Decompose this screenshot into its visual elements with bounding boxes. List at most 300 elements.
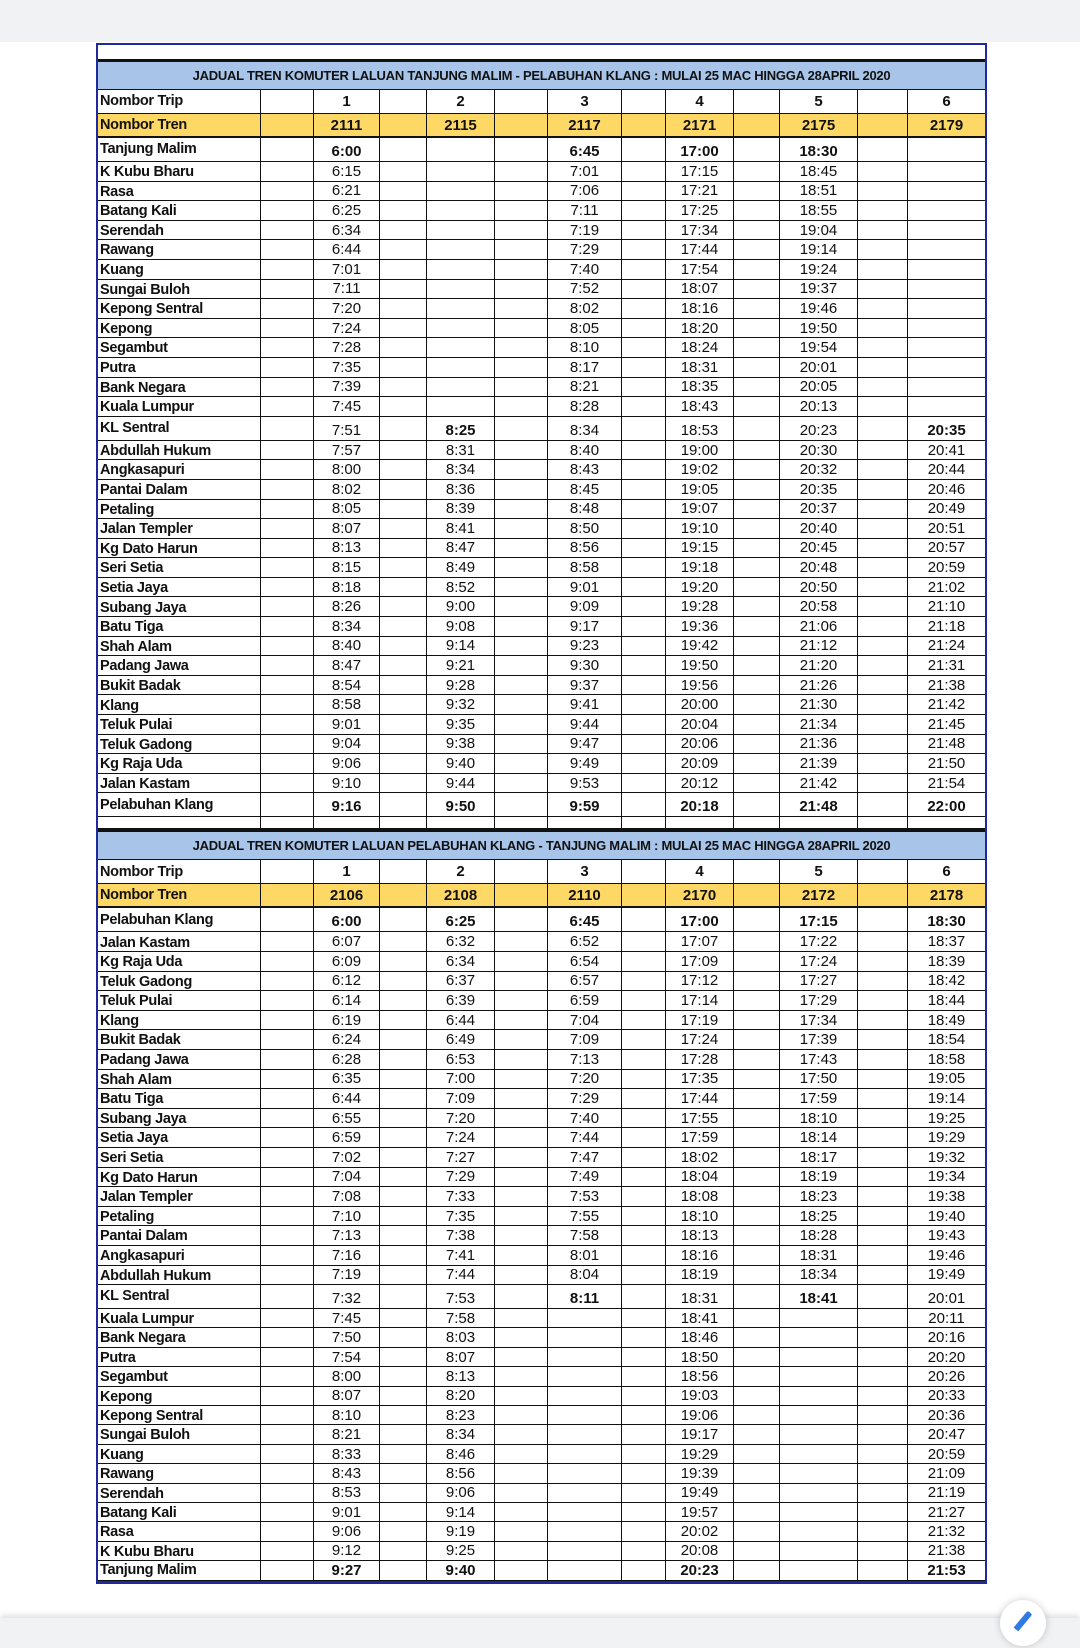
- empty-cell: [380, 441, 427, 460]
- departure-time: 8:40: [314, 637, 380, 656]
- empty-cell: [734, 1348, 780, 1366]
- departure-time: [780, 1561, 858, 1579]
- empty-cell: [261, 1050, 314, 1069]
- departure-time: 7:09: [548, 1030, 622, 1049]
- departure-time: 19:02: [666, 460, 734, 479]
- empty-cell: [261, 378, 314, 397]
- empty-cell: [261, 201, 314, 220]
- departure-time: 20:23: [780, 417, 858, 440]
- station-name: Teluk Gadong: [98, 735, 261, 754]
- departure-time: 21:24: [927, 637, 966, 655]
- station-name: Rawang: [98, 240, 261, 259]
- station-name: Teluk Gadong: [98, 972, 261, 991]
- empty-cell: [858, 597, 908, 616]
- departure-time: 9:21: [427, 656, 495, 675]
- departure-time: 19:14: [780, 240, 858, 259]
- empty-cell: [495, 793, 548, 816]
- empty-cell: [734, 240, 780, 259]
- station-row: [98, 441, 985, 461]
- departure-time: 21:42: [780, 774, 858, 793]
- departure-time: 8:01: [548, 1246, 622, 1265]
- empty-cell: [858, 558, 908, 577]
- station-row: [98, 1285, 985, 1309]
- edit-fab-button[interactable]: [1000, 1600, 1046, 1646]
- empty-cell: [858, 299, 908, 318]
- empty-cell: [734, 1328, 780, 1346]
- empty-cell: [858, 417, 908, 440]
- empty-cell: [380, 397, 427, 416]
- empty-cell: [858, 952, 908, 971]
- departure-time: [908, 162, 985, 181]
- departure-time: 7:58: [427, 1309, 495, 1327]
- station-row: [98, 715, 985, 735]
- station-row: [98, 793, 985, 817]
- departure-time: 20:50: [780, 578, 858, 597]
- empty-cell: [622, 1445, 666, 1463]
- station-row: [98, 1445, 985, 1464]
- empty-cell: [622, 656, 666, 675]
- empty-cell: [858, 1109, 908, 1128]
- empty-cell: [380, 1168, 427, 1187]
- departure-time: 21:39: [780, 754, 858, 773]
- empty-cell: [261, 221, 314, 240]
- departure-time: 17:59: [666, 1128, 734, 1147]
- departure-time: 18:41: [666, 1309, 734, 1327]
- departure-time: 17:50: [780, 1070, 858, 1089]
- station-name: Batu Tiga: [98, 617, 261, 636]
- empty-cell: [495, 695, 548, 714]
- departure-time: 7:55: [548, 1207, 622, 1226]
- empty-cell: [734, 908, 780, 931]
- empty-cell: [261, 162, 314, 181]
- empty-cell: [261, 735, 314, 754]
- trip-number-value: 2: [427, 90, 495, 113]
- departure-time: 21:32: [927, 1523, 966, 1541]
- station-row: [98, 397, 985, 417]
- empty-cell: [780, 45, 858, 59]
- departure-time: 6:39: [427, 991, 495, 1010]
- station-row: [98, 1089, 985, 1109]
- empty-cell: [622, 597, 666, 616]
- station-row: [98, 1503, 985, 1522]
- station-name: Batang Kali: [98, 1503, 261, 1521]
- departure-time: 19:54: [780, 338, 858, 357]
- empty-cell: [734, 1070, 780, 1089]
- empty-cell: [622, 991, 666, 1010]
- top-bar: [0, 0, 1080, 42]
- departure-time: 18:31: [666, 1285, 734, 1308]
- departure-time: [908, 319, 985, 338]
- empty-cell: [261, 1070, 314, 1089]
- departure-time: 9:38: [427, 735, 495, 754]
- departure-time: 7:04: [314, 1168, 380, 1187]
- station-row: [98, 1050, 985, 1070]
- departure-time: [780, 1406, 858, 1424]
- empty-cell: [622, 221, 666, 240]
- station-name: Rasa: [98, 1522, 261, 1540]
- departure-time: 7:44: [427, 1266, 495, 1285]
- empty-cell: [858, 860, 908, 883]
- departure-time: 20:57: [927, 539, 966, 557]
- departure-time: 7:13: [314, 1226, 380, 1245]
- station-name: Jalan Kastam: [98, 774, 261, 793]
- empty-cell: [380, 338, 427, 357]
- departure-time: 7:01: [548, 162, 622, 181]
- station-name: Batu Tiga: [98, 1089, 261, 1108]
- empty-cell: [380, 378, 427, 397]
- train-number-value: 2179: [929, 116, 964, 134]
- station-row: [98, 1246, 985, 1266]
- departure-time: 19:32: [927, 1148, 966, 1166]
- station-name: Batang Kali: [98, 201, 261, 220]
- empty-cell: [622, 358, 666, 377]
- empty-cell: [380, 1406, 427, 1424]
- departure-time: 18:51: [780, 182, 858, 201]
- empty-cell: [261, 1367, 314, 1385]
- departure-time: 20:58: [780, 597, 858, 616]
- departure-time: 8:13: [427, 1367, 495, 1385]
- departure-time: 21:26: [780, 676, 858, 695]
- departure-time: 18:25: [780, 1207, 858, 1226]
- departure-time: 20:49: [927, 500, 966, 518]
- station-row: [98, 972, 985, 992]
- station-name: Setia Jaya: [98, 578, 261, 597]
- departure-time: 19:42: [666, 637, 734, 656]
- departure-time: 9:01: [548, 578, 622, 597]
- departure-time: 19:20: [666, 578, 734, 597]
- departure-time: 8:07: [314, 519, 380, 538]
- departure-time: 6:57: [548, 972, 622, 991]
- departure-time: [427, 138, 495, 161]
- train-number-value: 2110: [548, 884, 622, 906]
- departure-time: 9:06: [314, 754, 380, 773]
- empty-cell: [734, 1561, 780, 1579]
- empty-cell: [380, 539, 427, 558]
- station-name: Kepong: [98, 1387, 261, 1405]
- departure-time: 8:23: [427, 1406, 495, 1424]
- departure-time: 7:33: [427, 1187, 495, 1206]
- empty-cell: [622, 1128, 666, 1147]
- empty-cell: [858, 1207, 908, 1226]
- empty-cell: [622, 558, 666, 577]
- empty-cell: [622, 774, 666, 793]
- departure-time: 8:43: [314, 1464, 380, 1482]
- empty-cell: [314, 817, 380, 828]
- departure-time: 18:23: [780, 1187, 858, 1206]
- train-number-value: 2117: [548, 114, 622, 136]
- departure-time: 6:45: [548, 138, 622, 161]
- departure-time: 6:09: [314, 952, 380, 971]
- station-name: Teluk Pulai: [98, 715, 261, 734]
- empty-cell: [858, 480, 908, 499]
- departure-time: 9:04: [314, 735, 380, 754]
- empty-cell: [261, 1387, 314, 1405]
- station-name: Segambut: [98, 338, 261, 357]
- departure-time: 20:33: [927, 1387, 966, 1405]
- departure-time: 8:56: [548, 539, 622, 558]
- empty-cell: [734, 1109, 780, 1128]
- empty-cell: [734, 1285, 780, 1308]
- empty-cell: [622, 617, 666, 636]
- departure-time: 19:37: [780, 280, 858, 299]
- empty-cell: [858, 1246, 908, 1265]
- departure-time: 21:38: [927, 676, 966, 694]
- empty-cell: [495, 1128, 548, 1147]
- station-row: [98, 182, 985, 202]
- departure-time: 7:20: [548, 1070, 622, 1089]
- departure-time: 20:47: [927, 1426, 966, 1444]
- departure-time: 8:21: [548, 378, 622, 397]
- empty-cell: [734, 932, 780, 951]
- train-number-value: 2172: [780, 884, 858, 906]
- departure-time: 21:09: [927, 1464, 966, 1482]
- station-row: [98, 1168, 985, 1188]
- departure-time: 20:51: [927, 519, 966, 537]
- departure-time: 19:38: [927, 1187, 966, 1205]
- empty-cell: [548, 45, 622, 59]
- empty-cell: [622, 1328, 666, 1346]
- empty-cell: [858, 1226, 908, 1245]
- empty-cell: [495, 715, 548, 734]
- departure-time: 6:49: [427, 1030, 495, 1049]
- departure-time: 8:52: [427, 578, 495, 597]
- departure-time: 9:06: [427, 1484, 495, 1502]
- departure-time: 8:07: [314, 1387, 380, 1405]
- departure-time: 7:00: [427, 1070, 495, 1089]
- empty-cell: [495, 397, 548, 416]
- empty-cell: [261, 637, 314, 656]
- station-name: Shah Alam: [98, 1070, 261, 1089]
- empty-cell: [261, 695, 314, 714]
- departure-time: 17:28: [666, 1050, 734, 1069]
- departure-time: [780, 1445, 858, 1463]
- departure-time: 7:29: [427, 1168, 495, 1187]
- departure-time: 7:39: [314, 378, 380, 397]
- empty-cell: [495, 1367, 548, 1385]
- empty-cell: [380, 319, 427, 338]
- empty-cell: [495, 1246, 548, 1265]
- departure-time: 7:19: [314, 1266, 380, 1285]
- departure-time: 8:31: [427, 441, 495, 460]
- empty-cell: [734, 1445, 780, 1463]
- departure-time: 8:47: [427, 539, 495, 558]
- departure-time: 6:59: [548, 991, 622, 1010]
- empty-cell: [495, 754, 548, 773]
- empty-cell: [858, 1522, 908, 1540]
- station-row: [98, 519, 985, 539]
- empty-cell: [622, 1542, 666, 1560]
- empty-cell: [622, 1503, 666, 1521]
- departure-time: 7:08: [314, 1187, 380, 1206]
- departure-time: 17:00: [666, 908, 734, 931]
- departure-time: 20:32: [780, 460, 858, 479]
- departure-time: 17:34: [780, 1011, 858, 1030]
- empty-cell: [622, 500, 666, 519]
- empty-cell: [380, 221, 427, 240]
- station-name: Serendah: [98, 1484, 261, 1502]
- empty-cell: [858, 138, 908, 161]
- empty-cell: [666, 817, 734, 828]
- departure-time: 17:07: [666, 932, 734, 951]
- empty-cell: [261, 1425, 314, 1443]
- station-name: Segambut: [98, 1367, 261, 1385]
- departure-time: [427, 201, 495, 220]
- empty-cell: [495, 378, 548, 397]
- empty-cell: [261, 1561, 314, 1579]
- departure-time: 20:48: [780, 558, 858, 577]
- station-name: Kepong Sentral: [98, 299, 261, 318]
- empty-cell: [734, 1246, 780, 1265]
- departure-time: 8:36: [427, 480, 495, 499]
- departure-time: 19:49: [666, 1484, 734, 1502]
- empty-cell: [380, 1484, 427, 1502]
- departure-time: [427, 260, 495, 279]
- departure-time: 6:12: [314, 972, 380, 991]
- trip-number-value: 6: [942, 863, 951, 881]
- departure-time: [780, 1348, 858, 1366]
- empty-cell: [858, 676, 908, 695]
- station-name: Kuala Lumpur: [98, 397, 261, 416]
- departure-time: 6:28: [314, 1050, 380, 1069]
- station-row: [98, 260, 985, 280]
- empty-cell: [380, 1070, 427, 1089]
- empty-cell: [261, 45, 314, 59]
- empty-cell: [495, 1011, 548, 1030]
- station-row: [98, 1128, 985, 1148]
- station-name: Rawang: [98, 1464, 261, 1482]
- departure-time: [908, 221, 985, 240]
- empty-cell: [734, 138, 780, 161]
- empty-cell: [495, 1089, 548, 1108]
- empty-cell: [858, 817, 908, 828]
- departure-time: 20:16: [927, 1329, 966, 1347]
- empty-cell: [380, 1187, 427, 1206]
- departure-time: [548, 1445, 622, 1463]
- empty-cell: [622, 182, 666, 201]
- empty-cell: [622, 932, 666, 951]
- empty-cell: [495, 991, 548, 1010]
- empty-cell: [734, 1484, 780, 1502]
- empty-cell: [495, 656, 548, 675]
- empty-cell: [858, 1011, 908, 1030]
- empty-cell: [495, 972, 548, 991]
- station-row: [98, 1484, 985, 1503]
- empty-cell: [622, 1522, 666, 1540]
- station-name: Kg Raja Uda: [98, 952, 261, 971]
- station-row: [98, 1387, 985, 1406]
- empty-cell: [261, 1089, 314, 1108]
- station-row: [98, 774, 985, 794]
- station-row: [98, 1464, 985, 1483]
- empty-cell: [495, 1542, 548, 1560]
- departure-time: 8:56: [427, 1464, 495, 1482]
- empty-cell: [495, 460, 548, 479]
- empty-cell: [734, 656, 780, 675]
- departure-time: 7:47: [548, 1148, 622, 1167]
- empty-cell: [908, 817, 985, 828]
- empty-cell: [380, 1226, 427, 1245]
- empty-cell: [380, 1148, 427, 1167]
- empty-cell: [261, 1309, 314, 1327]
- departure-time: 7:32: [314, 1285, 380, 1308]
- empty-cell: [858, 991, 908, 1010]
- empty-cell: [261, 1030, 314, 1049]
- departure-time: 18:30: [927, 913, 966, 931]
- departure-time: 6:25: [314, 201, 380, 220]
- departure-time: 8:54: [314, 676, 380, 695]
- departure-time: 6:44: [427, 1011, 495, 1030]
- departure-time: 6:24: [314, 1030, 380, 1049]
- spacer-row: [98, 45, 985, 59]
- empty-cell: [858, 358, 908, 377]
- empty-cell: [622, 1030, 666, 1049]
- empty-cell: [495, 500, 548, 519]
- empty-cell: [858, 1266, 908, 1285]
- station-name: Bank Negara: [98, 1328, 261, 1346]
- station-row: [98, 597, 985, 617]
- station-row: [98, 1148, 985, 1168]
- departure-time: 6:00: [314, 908, 380, 931]
- empty-cell: [261, 1348, 314, 1366]
- departure-time: 6:19: [314, 1011, 380, 1030]
- empty-cell: [734, 793, 780, 816]
- empty-cell: [734, 637, 780, 656]
- departure-time: 7:41: [427, 1246, 495, 1265]
- departure-time: 7:13: [548, 1050, 622, 1069]
- empty-cell: [495, 774, 548, 793]
- departure-time: 7:24: [427, 1128, 495, 1147]
- station-name: Subang Jaya: [98, 597, 261, 616]
- empty-cell: [858, 1367, 908, 1385]
- departure-time: 17:43: [780, 1050, 858, 1069]
- empty-cell: [495, 221, 548, 240]
- departure-time: 8:02: [548, 299, 622, 318]
- empty-cell: [380, 1266, 427, 1285]
- empty-cell: [495, 1207, 548, 1226]
- empty-cell: [734, 319, 780, 338]
- empty-cell: [495, 558, 548, 577]
- empty-cell: [734, 1148, 780, 1167]
- empty-cell: [380, 617, 427, 636]
- departure-time: 8:05: [314, 500, 380, 519]
- station-name: Kg Raja Uda: [98, 754, 261, 773]
- departure-time: [427, 182, 495, 201]
- empty-cell: [495, 1266, 548, 1285]
- table-title: JADUAL TREN KOMUTER LALUAN PELABUHAN KLANG - TANJUNG MALIM : MULAI 25 MAC HINGGA 28APRIL 2020: [192, 838, 891, 854]
- departure-time: 7:57: [314, 441, 380, 460]
- station-row: [98, 735, 985, 755]
- empty-cell: [495, 1109, 548, 1128]
- station-row: [98, 1226, 985, 1246]
- empty-cell: [261, 441, 314, 460]
- departure-time: 18:42: [927, 972, 966, 990]
- empty-cell: [495, 1387, 548, 1405]
- station-name: Pelabuhan Klang: [98, 908, 261, 931]
- departure-time: 17:12: [666, 972, 734, 991]
- empty-cell: [858, 1445, 908, 1463]
- departure-time: 9:10: [314, 774, 380, 793]
- empty-cell: [495, 1030, 548, 1049]
- departure-time: 19:14: [927, 1089, 966, 1107]
- empty-cell: [858, 884, 908, 906]
- empty-cell: [734, 441, 780, 460]
- empty-cell: [858, 1030, 908, 1049]
- empty-cell: [495, 519, 548, 538]
- empty-cell: [734, 417, 780, 440]
- departure-time: 17:34: [666, 221, 734, 240]
- departure-time: 8:02: [314, 480, 380, 499]
- departure-time: 9:25: [427, 1542, 495, 1560]
